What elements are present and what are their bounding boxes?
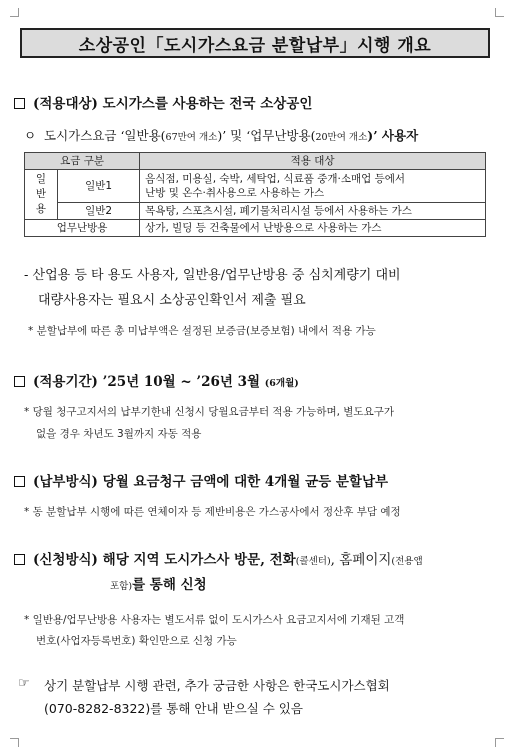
dash-line-1: - 산업용 등 타 용도 사용자, 일반용/업무난방용 중 심치계량기 대비 xyxy=(24,268,401,283)
corner-mark xyxy=(10,8,19,17)
section-apply xyxy=(14,548,423,568)
note-deposit: * 분할납부에 따른 총 미납부액은 설정된 보증금(보증보험) 내에서 적용 가능 xyxy=(28,325,376,337)
target-subline xyxy=(24,126,418,144)
apply-callcenter: (콜센터) xyxy=(295,556,331,567)
checkbox-square-icon xyxy=(14,376,25,387)
note-apply-2: 번호(사업자등록번호) 확인만으로 신청 가능 xyxy=(36,635,237,647)
table-cell-line: 난방 및 온수·취사용으로 사용하는 가스 xyxy=(145,187,325,199)
table-header-row xyxy=(25,153,486,170)
rate-table xyxy=(24,152,486,237)
note-payment: * 동 분할납부 시행에 따른 연체이자 등 제반비용은 가스공사에서 정산후 부담 예정 xyxy=(24,506,401,518)
table-cell: 일반2 xyxy=(58,203,140,220)
circle-bullet: ㅇ xyxy=(24,128,37,143)
table-row xyxy=(25,220,486,237)
table-cell: 일반1 xyxy=(58,170,140,203)
target-count-b: 20만여 개소 xyxy=(315,132,368,143)
section-tag: (납부방식) xyxy=(33,474,98,490)
footer-line-1: 상기 분할납부 시행 관련, 추가 궁금한 사항은 한국도시가스협회 xyxy=(44,678,390,693)
hand-pointer-icon: ☞ xyxy=(18,676,30,691)
dash-line-2: 대량사용자는 필요시 소상공인확인서 제출 필요 xyxy=(38,293,306,308)
footer-line-2: (070-8282-8322)를 통해 안내 받으실 수 있음 xyxy=(44,701,303,716)
table-cell: 업무난방용 xyxy=(25,220,140,237)
apply-homepage: , 홈페이지 xyxy=(330,552,392,568)
table-row xyxy=(25,170,486,203)
section-tag: (적용기간) xyxy=(33,374,98,390)
period-months: (6개월) xyxy=(264,378,299,389)
table-row xyxy=(25,203,486,220)
target-text-b: )’ 및 ‘업무난방용( xyxy=(217,128,316,143)
note-period-2: 없을 경우 차년도 3월까지 자동 적용 xyxy=(36,428,202,440)
corner-mark xyxy=(10,738,19,747)
target-text-a: 도시가스요금 ‘일반용( xyxy=(44,128,166,143)
note-apply-1: * 일반용/업무난방용 사용자는 별도서류 없이 도시가스사 요금고지서에 기재된 고객 xyxy=(24,614,405,626)
table-header-cell: 적용 대상 xyxy=(140,153,486,170)
section-tag: (적용대상) xyxy=(33,96,98,112)
apply-app-included: 포함) xyxy=(110,581,133,592)
checkbox-square-icon xyxy=(14,476,25,487)
corner-mark xyxy=(495,738,504,747)
page-title: 소상공인「도시가스요금 분할납부」시행 개요 xyxy=(78,35,432,56)
section-apply-line2 xyxy=(110,573,207,593)
section-text: 당월 요금청구 금액에 대한 4개월 균등 분할납부 xyxy=(102,474,389,490)
corner-mark xyxy=(495,8,504,17)
section-tag: (신청방식) xyxy=(33,552,98,568)
table-cell: 목욕탕, 스포츠시설, 폐기물처리시설 등에서 사용하는 가스 xyxy=(140,203,486,220)
section-text: 해당 지역 도시가스사 방문, 전화 xyxy=(102,552,296,568)
apply-app: (전용앱 xyxy=(391,556,423,567)
table-cell: 상가, 빌딩 등 건축물에서 난방용으로 사용하는 가스 xyxy=(140,220,486,237)
apply-line2-text: 를 통해 신청 xyxy=(132,577,207,593)
section-target xyxy=(14,92,312,112)
section-text: 도시가스를 사용하는 전국 소상공인 xyxy=(102,96,313,112)
section-payment xyxy=(14,470,388,490)
section-text: ’25년 10월 ~ ’26년 3월 xyxy=(102,374,261,390)
table-group-cell: 일 반 용 xyxy=(25,170,58,220)
note-period-1: * 당월 청구고지서의 납부기한내 신청시 당월요금부터 적용 가능하며, 별도요구가 xyxy=(24,406,395,418)
checkbox-square-icon xyxy=(14,98,25,109)
target-count-a: 67만여 개소 xyxy=(165,132,218,143)
section-period xyxy=(14,370,299,390)
title-box xyxy=(20,28,490,58)
table-cell-line: 음식점, 미용실, 숙박, 세탁업, 식료품 중개·소매업 등에서 xyxy=(145,173,406,185)
table-header-cell: 요금 구분 xyxy=(25,153,140,170)
target-text-c: )’ 사용자 xyxy=(367,128,419,143)
table-cell xyxy=(140,170,486,203)
checkbox-square-icon xyxy=(14,554,25,565)
